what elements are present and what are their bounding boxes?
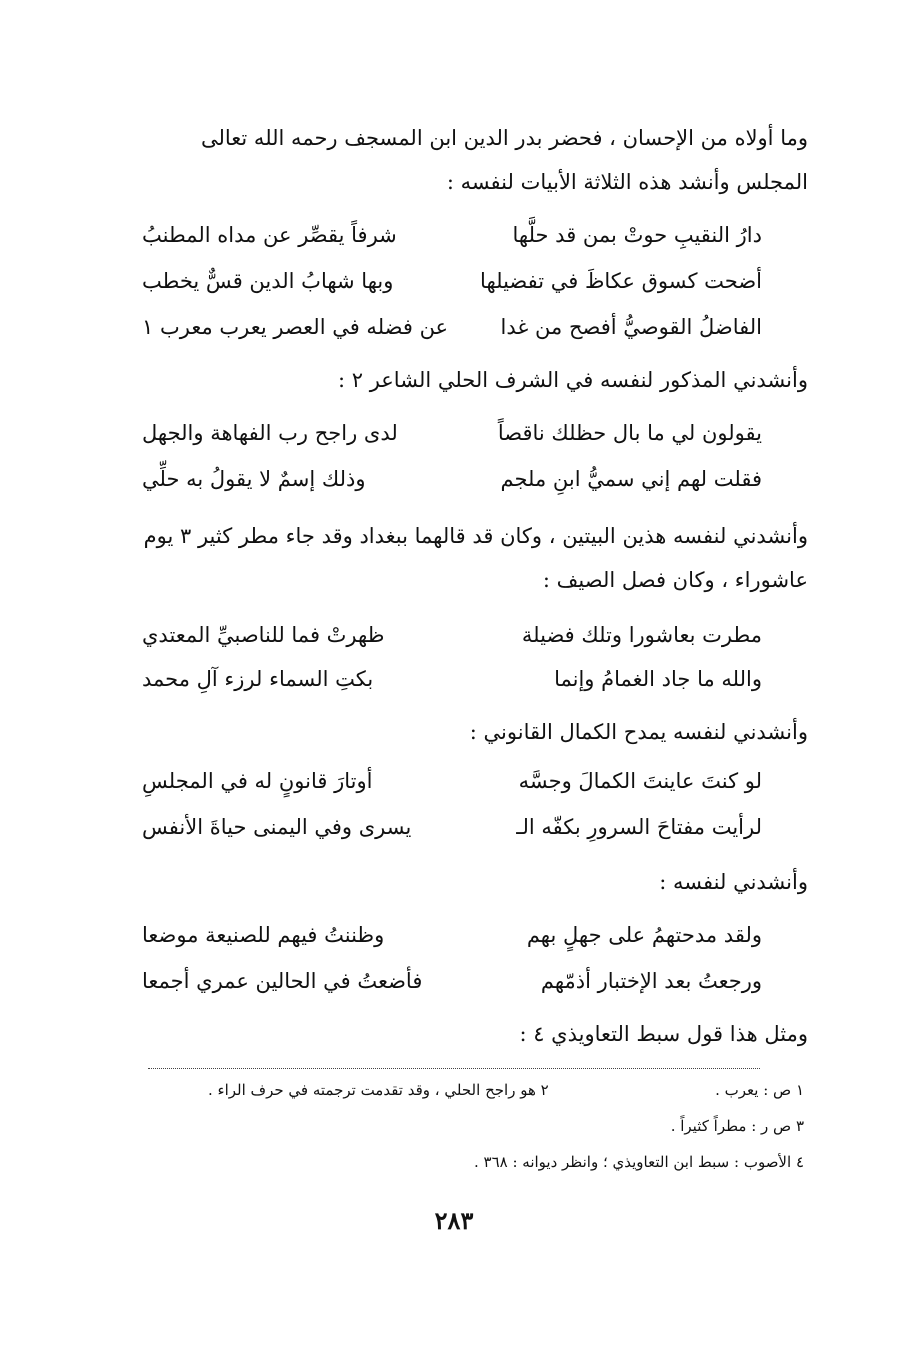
- verse-second-hemistich: أوتارَ قانونٍ له في المجلسِ: [142, 769, 373, 793]
- verse-line: [142, 418, 762, 448]
- verse-first-hemistich: يقولون لي ما بال حظلك ناقصاً: [497, 421, 762, 445]
- verse-second-hemistich: وظننتُ فيهم للصنيعة موضعا: [142, 923, 385, 947]
- footnote-4: ٤ الأصوب : سبط ابن التعاويذي ؛ وانظر ديوانه : ٣٦٨ .: [473, 1153, 804, 1171]
- verse-line: [142, 812, 762, 842]
- verse-second-hemistich: ظهرتْ فما للناصبيِّ المعتدي: [142, 623, 385, 647]
- verse-line: [142, 766, 762, 796]
- footnote-3: ٣ ص ر : مطراً كثيراً .: [670, 1117, 804, 1135]
- page-number: ٢٨٣: [434, 1206, 474, 1235]
- verse-second-hemistich: لدى راجح رب الفهاهة والجهل: [142, 421, 398, 445]
- prose-line: وأنشدني لنفسه هذين البيتين ، وكان قد قالهما ببغداد وقد جاء مطر كثير ٣ يوم: [143, 524, 808, 548]
- verse-first-hemistich: فقلت لهم إني سميُّ ابنِ ملجم: [500, 467, 762, 491]
- verse-first-hemistich: ورجعتُ بعد الإختبار أذمّهم: [540, 969, 762, 993]
- prose-line: وأنشدني المذكور لنفسه في الشرف الحلي الشاعر ٢ :: [337, 368, 808, 392]
- verse-line: [142, 920, 762, 950]
- verse-second-hemistich: عن فضله في العصر يعرب معرب ١: [142, 315, 449, 339]
- verse-second-hemistich: شرفاً يقصِّر عن مداه المطنبُ: [142, 223, 397, 247]
- footnote-1: ١ ص : يعرب .: [715, 1081, 804, 1099]
- verse-first-hemistich: دارُ النقيبِ حوتْ بمن قد حلَّها: [512, 223, 762, 247]
- verse-first-hemistich: الفاضلُ القوصيُّ أفصح من غدا: [500, 315, 762, 339]
- verse-first-hemistich: لرأيت مفتاحَ السرورِ بكفّه الـ: [516, 815, 762, 839]
- verse-first-hemistich: ولقد مدحتهمُ على جهلٍ بهم: [526, 923, 762, 947]
- prose-line: عاشوراء ، وكان فصل الصيف :: [542, 568, 808, 592]
- verse-second-hemistich: وبها شهابُ الدين قسٌّ يخطب: [142, 269, 394, 293]
- verse-second-hemistich: فأضعتُ في الحالين عمري أجمعا: [142, 969, 423, 993]
- verse-second-hemistich: وذلك إسمٌ لا يقولُ به حلِّي: [142, 467, 366, 491]
- verse-second-hemistich: يسرى وفي اليمنى حياةَ الأنفس: [142, 815, 412, 839]
- prose-line: ومثل هذا قول سبط التعاويذي ٤ :: [519, 1022, 808, 1046]
- verse-first-hemistich: أضحت كسوق عكاظَ في تفضيلها: [480, 269, 762, 293]
- verse-line: [142, 312, 762, 342]
- prose-line: وما أولاه من الإحسان ، فحضر بدر الدين ابن المسجف رحمه الله تعالى: [200, 126, 808, 150]
- verse-line: [142, 220, 762, 250]
- verse-first-hemistich: لو كنتَ عاينتَ الكمالَ وجسَّه: [518, 769, 762, 793]
- verse-line: [142, 664, 762, 694]
- verse-line: [142, 966, 762, 996]
- verse-second-hemistich: بكتِ السماء لرزء آلِ محمد: [142, 667, 374, 691]
- verse-line: [142, 464, 762, 494]
- prose-line: المجلس وأنشد هذه الثلاثة الأبيات لنفسه :: [446, 170, 808, 194]
- footnote-2: ٢ هو راجح الحلي ، وقد تقدمت ترجمته في حرف الراء .: [208, 1081, 549, 1099]
- prose-line: وأنشدني لنفسه يمدح الكمال القانوني :: [469, 720, 808, 744]
- verse-line: [142, 266, 762, 296]
- verse-line: [142, 620, 762, 650]
- verse-first-hemistich: والله ما جاد الغمامُ وإنما: [554, 667, 762, 691]
- prose-line: وأنشدني لنفسه :: [659, 870, 808, 894]
- footnote-separator: [148, 1068, 760, 1069]
- verse-first-hemistich: مطرت بعاشورا وتلك فضيلة: [521, 623, 762, 647]
